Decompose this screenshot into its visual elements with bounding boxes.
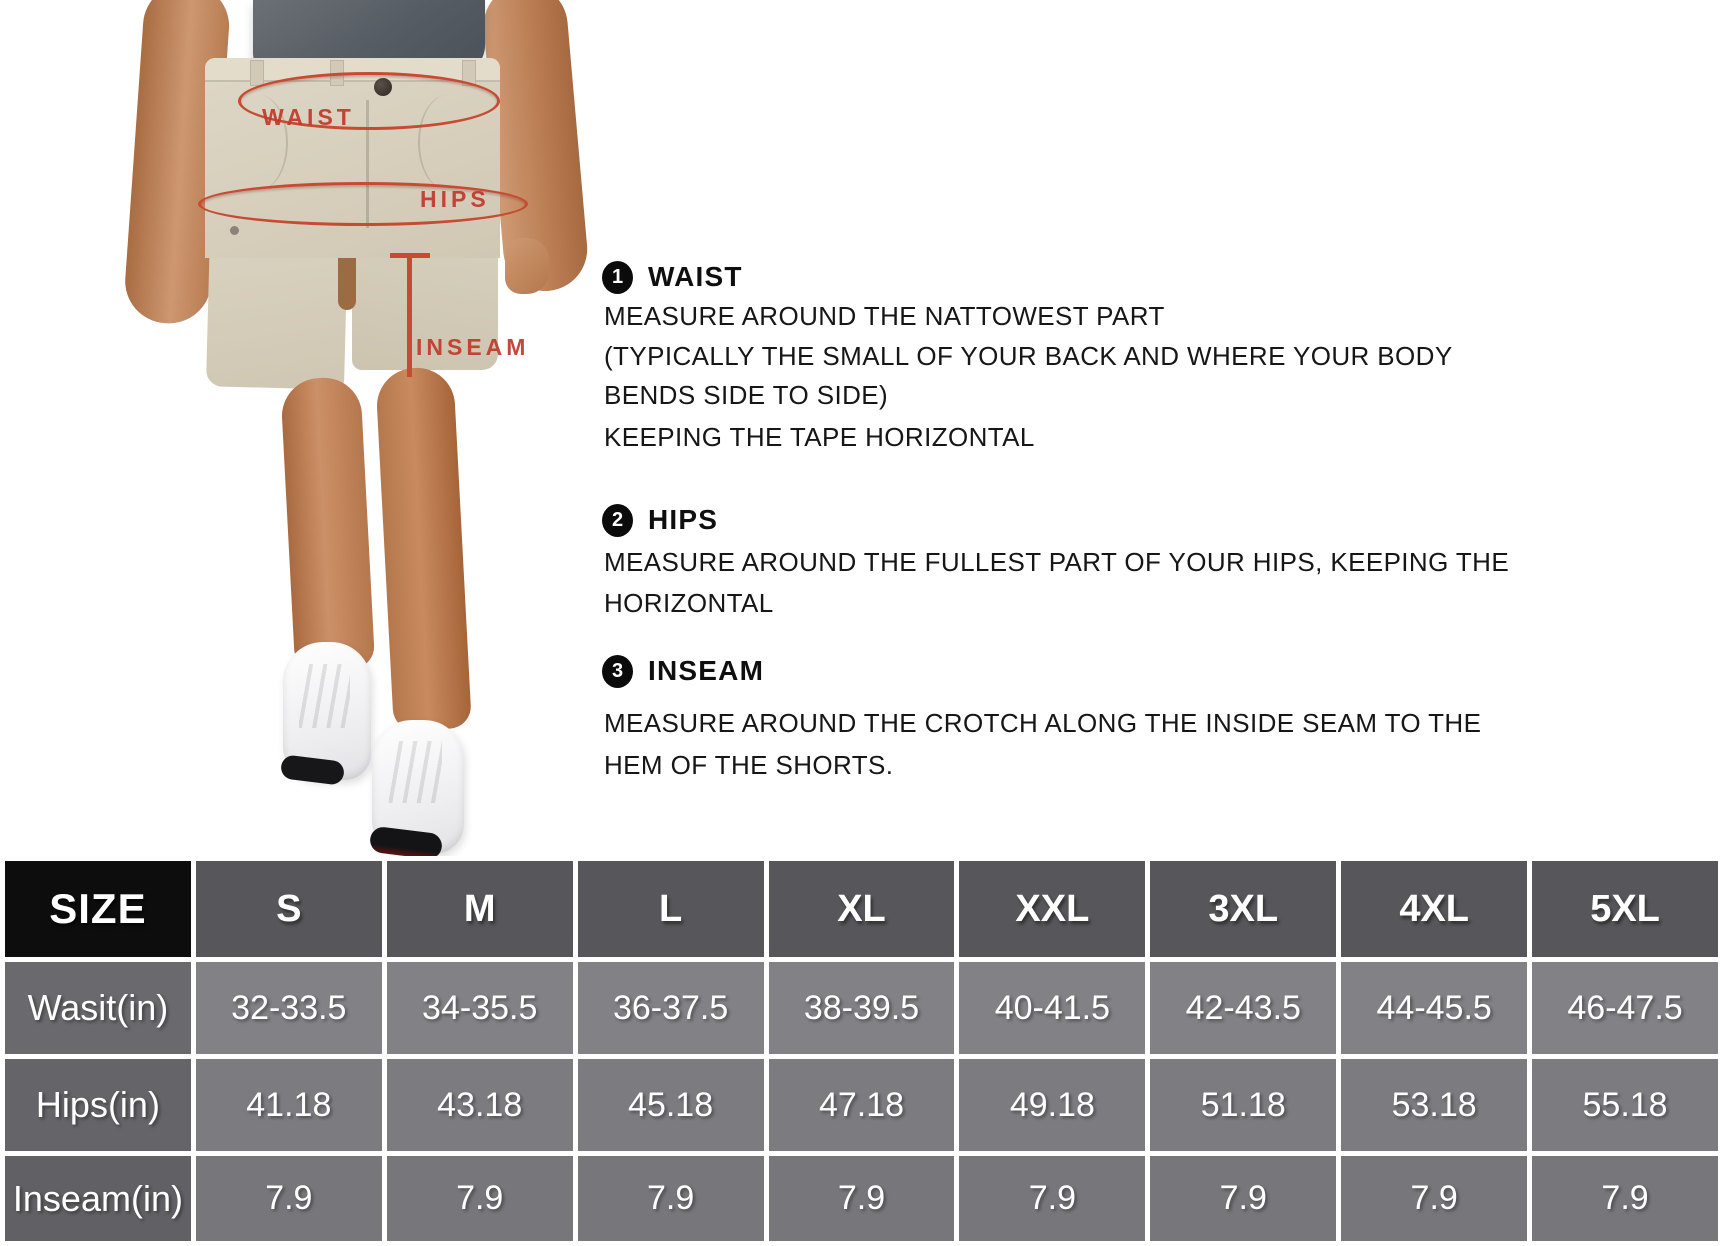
size-col-header-m: M (387, 861, 573, 957)
guide-title-inseam: INSEAM (648, 655, 765, 686)
inseam-value: 7.9 (387, 1156, 573, 1241)
guide-text-line: KEEPING THE TAPE HORIZONTAL (604, 422, 1035, 452)
inseam-value: 7.9 (1150, 1156, 1336, 1241)
inseam-value: 7.9 (769, 1156, 955, 1241)
inseam-value: 7.9 (578, 1156, 764, 1241)
model-left-leg (280, 376, 375, 672)
model-right-leg (375, 366, 472, 732)
belt-loop (250, 60, 264, 86)
row-label-hips: Hips(in) (5, 1059, 191, 1151)
right-shoe (372, 720, 464, 854)
hips-annotation: HIPS (420, 186, 490, 212)
size-col-header-xl: XL (769, 861, 955, 957)
waist-value: 32-33.5 (196, 962, 382, 1054)
inseam-measure-line (407, 253, 412, 377)
guide-title-waist: WAIST (648, 261, 743, 292)
inner-thigh-shadow (338, 258, 356, 310)
guide-title-hips: HIPS (648, 504, 719, 535)
inseam-value: 7.9 (1341, 1156, 1527, 1241)
size-col-header-l: L (578, 861, 764, 957)
size-col-header-3xl: 3XL (1150, 861, 1336, 957)
waist-value: 46-47.5 (1532, 962, 1718, 1054)
size-col-header-4xl: 4XL (1341, 861, 1527, 957)
size-col-header-xxl: XXL (959, 861, 1145, 957)
waist-value: 38-39.5 (769, 962, 955, 1054)
left-shoe-sole (280, 754, 346, 786)
number-1-badge: 1 (602, 261, 633, 294)
hips-value: 53.18 (1341, 1059, 1527, 1151)
row-label-waist: Wasit(in) (5, 962, 191, 1054)
guide-section-hips-heading (602, 503, 718, 537)
hips-value: 45.18 (578, 1059, 764, 1151)
waist-value: 44-45.5 (1341, 962, 1527, 1054)
inseam-value: 7.9 (196, 1156, 382, 1241)
waist-value: 40-41.5 (959, 962, 1145, 1054)
size-table (0, 856, 1723, 1246)
waist-value: 42-43.5 (1150, 962, 1336, 1054)
hips-value: 51.18 (1150, 1059, 1336, 1151)
model-right-hand (505, 238, 549, 294)
guide-text-line: MEASURE AROUND THE CROTCH ALONG THE INSIDE SEAM TO THE (604, 708, 1482, 738)
waist-annotation: WAIST (262, 104, 355, 130)
hips-value: 47.18 (769, 1059, 955, 1151)
guide-text-line: HORIZONTAL (604, 588, 774, 618)
guide-section-waist-heading (602, 260, 743, 294)
hips-value: 49.18 (959, 1059, 1145, 1151)
hips-value: 43.18 (387, 1059, 573, 1151)
inseam-value: 7.9 (1532, 1156, 1718, 1241)
size-table-corner: SIZE (5, 861, 191, 957)
size-col-header-5xl: 5XL (1532, 861, 1718, 957)
hips-value: 41.18 (196, 1059, 382, 1151)
guide-text-line: (TYPICALLY THE SMALL OF YOUR BACK AND WHERE YOUR BODY (604, 341, 1453, 371)
zipper-pull (230, 226, 239, 235)
guide-text-line: MEASURE AROUND THE NATTOWEST PART (604, 301, 1165, 331)
waist-value: 36-37.5 (578, 962, 764, 1054)
number-2-badge: 2 (602, 504, 633, 537)
waist-value: 34-35.5 (387, 962, 573, 1054)
row-label-inseam: Inseam(in) (5, 1156, 191, 1241)
hips-value: 55.18 (1532, 1059, 1718, 1151)
left-shoe (283, 642, 371, 780)
guide-text-line: MEASURE AROUND THE FULLEST PART OF YOUR HIPS, KEEPING THE (604, 547, 1510, 577)
inseam-annotation: INSEAM (416, 334, 530, 360)
size-col-header-s: S (196, 861, 382, 957)
guide-text-line: HEM OF THE SHORTS. (604, 750, 894, 780)
inseam-value: 7.9 (959, 1156, 1145, 1241)
guide-text-line: BENDS SIDE TO SIDE) (604, 380, 889, 410)
guide-section-inseam-heading (602, 654, 764, 688)
number-3-badge: 3 (602, 655, 633, 688)
